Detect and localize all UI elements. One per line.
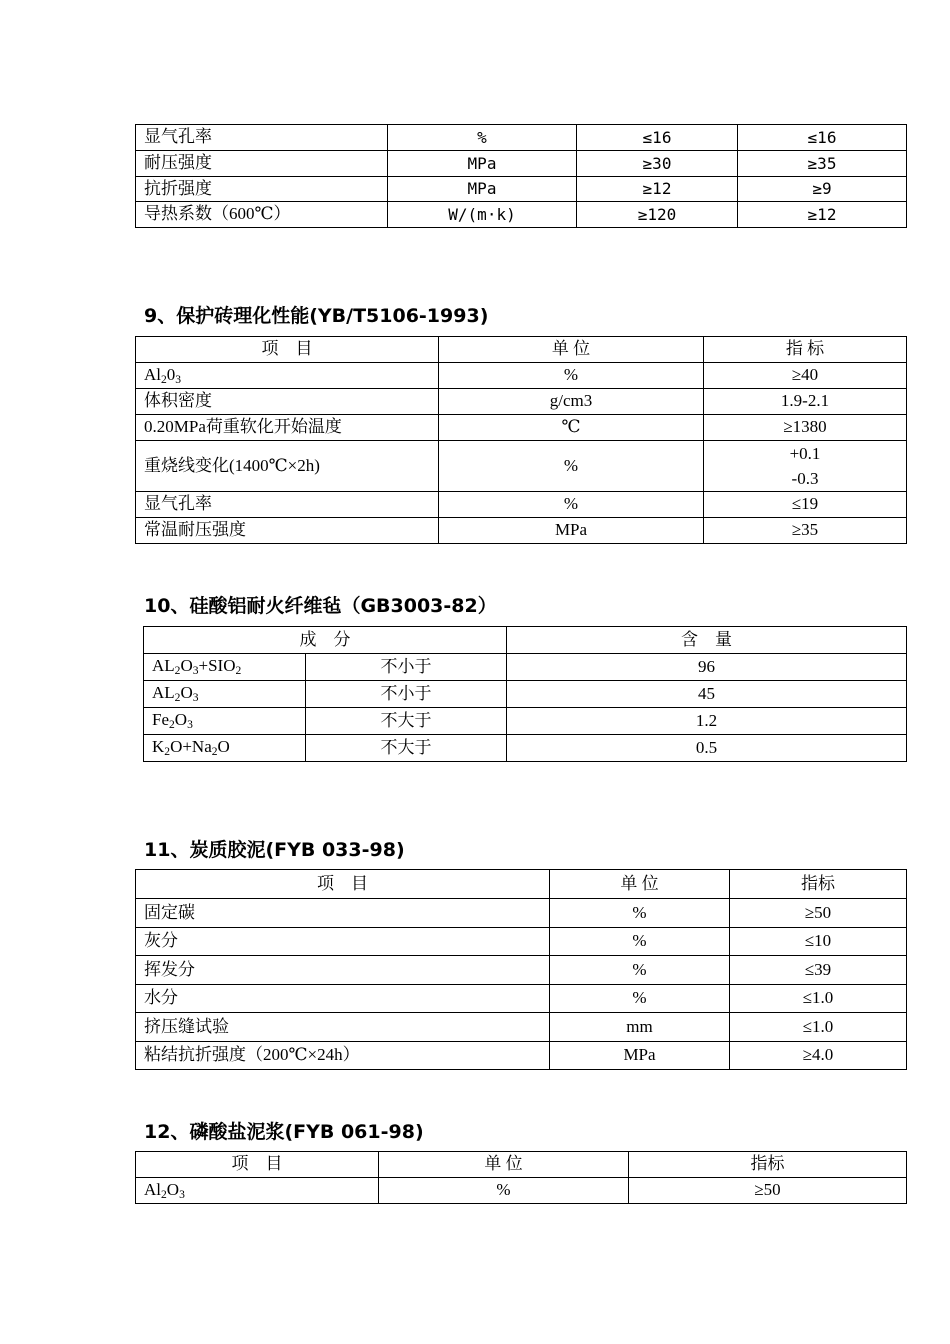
formula-subscript: 2 <box>161 1187 167 1201</box>
table-header-row <box>144 627 907 654</box>
header-unit: 单 位 <box>379 1152 629 1178</box>
cell-unit: % <box>550 956 730 985</box>
table-row <box>136 1178 907 1204</box>
header-content: 含 量 <box>507 627 907 654</box>
cell-value: 45 <box>507 681 907 708</box>
cell-value: ≤16 <box>738 125 907 151</box>
cell-item: 体积密度 <box>136 389 439 415</box>
cell-value: ≥35 <box>738 151 907 177</box>
cell-item: 耐压强度 <box>136 151 388 177</box>
cell-value: 96 <box>507 654 907 681</box>
table-row <box>136 441 907 492</box>
value-line: -0.3 <box>791 469 819 488</box>
cell-value: ≤19 <box>704 492 907 518</box>
table-row <box>136 899 907 928</box>
table-row <box>136 389 907 415</box>
cell-unit: W/(m·k) <box>388 202 577 228</box>
cell-item: 固定碳 <box>136 899 550 928</box>
table-row <box>136 928 907 956</box>
cell-value: ≥35 <box>704 518 907 544</box>
table-row <box>144 735 907 762</box>
formula-subscript: 2 <box>174 691 181 704</box>
cell-value: ≤1.0 <box>730 985 907 1013</box>
formula-part: O <box>217 737 230 757</box>
table-row <box>144 654 907 681</box>
formula-part: +SIO <box>198 656 236 676</box>
cell-value: ≥50 <box>730 899 907 928</box>
formula-subscript: 2 <box>174 664 181 677</box>
cell-item: 显气孔率 <box>136 492 439 518</box>
cell-item: 粘结抗折强度（200℃×24h） <box>136 1042 550 1070</box>
cell-component <box>144 735 306 762</box>
cell-item <box>136 1178 379 1204</box>
header-unit: 单 位 <box>550 870 730 899</box>
cell-unit: % <box>550 928 730 956</box>
cell-component <box>144 654 306 681</box>
cell-value: ≥4.0 <box>730 1042 907 1070</box>
cell-value: 0.5 <box>507 735 907 762</box>
formula-part: O <box>180 656 193 676</box>
cell-value: ≥120 <box>577 202 738 228</box>
cell-component <box>144 708 306 735</box>
cell-value: ≤39 <box>730 956 907 985</box>
formula-part: AL <box>152 683 175 703</box>
cell-value <box>704 441 907 492</box>
formula-subscript: 3 <box>192 691 199 704</box>
cell-unit: MPa <box>388 177 577 202</box>
formula-part: O+Na <box>170 737 212 757</box>
cell-value: ≥1380 <box>704 415 907 441</box>
formula-subscript: 2 <box>161 372 167 386</box>
cell-unit: % <box>550 985 730 1013</box>
cell-item: 挤压缝试验 <box>136 1013 550 1042</box>
table-header-row <box>136 337 907 363</box>
formula-part: K <box>152 737 165 757</box>
cell-unit: % <box>439 441 704 492</box>
cell-value: ≥30 <box>577 151 738 177</box>
cell-unit: % <box>439 492 704 518</box>
cell-item <box>136 363 439 389</box>
cell-item: 重烧线变化(1400℃×2h) <box>136 441 439 492</box>
cell-condition: 不大于 <box>306 735 507 762</box>
value-line: +0.1 <box>789 444 821 463</box>
formula-subscript: 3 <box>192 664 199 677</box>
table-row <box>144 681 907 708</box>
table-row <box>136 985 907 1013</box>
section-9-title: 9、保护砖理化性能(YB/T5106-1993) <box>144 305 489 327</box>
table-row <box>136 177 907 202</box>
cell-condition: 不小于 <box>306 681 507 708</box>
section-11-table <box>135 869 907 1070</box>
table-row <box>136 492 907 518</box>
section-10-title: 10、硅酸铝耐火纤维毡（GB3003-82） <box>144 595 497 617</box>
cell-unit: MPa <box>388 151 577 177</box>
formula-subscript: 2 <box>211 745 218 758</box>
section-12-title: 12、磷酸盐泥浆(FYB 061-98) <box>144 1121 424 1143</box>
formula-part: Al <box>144 1179 161 1199</box>
cell-value: 1.9-2.1 <box>704 389 907 415</box>
section-9-table <box>135 336 907 544</box>
cell-value: 1.2 <box>507 708 907 735</box>
table-row <box>136 363 907 389</box>
header-value: 指 标 <box>704 337 907 363</box>
header-component: 成 分 <box>144 627 507 654</box>
table-row <box>136 518 907 544</box>
formula-subscript: 2 <box>235 664 242 677</box>
formula-subscript: 2 <box>164 745 171 758</box>
cell-value: ≤16 <box>577 125 738 151</box>
cell-unit: % <box>379 1178 629 1204</box>
formula-subscript: 2 <box>169 718 175 731</box>
formula-part: O <box>180 683 193 703</box>
table-row <box>136 1013 907 1042</box>
header-item: 项 目 <box>136 1152 379 1178</box>
cell-condition: 不小于 <box>306 654 507 681</box>
header-unit: 单 位 <box>439 337 704 363</box>
table-row <box>136 151 907 177</box>
table-continued <box>135 124 907 228</box>
cell-component <box>144 681 306 708</box>
cell-item: 挥发分 <box>136 956 550 985</box>
cell-item: 0.20MPa荷重软化开始温度 <box>136 415 439 441</box>
cell-unit: g/cm3 <box>439 389 704 415</box>
section-10-table <box>143 626 907 762</box>
cell-unit: MPa <box>439 518 704 544</box>
header-item: 项 目 <box>136 337 439 363</box>
cell-unit: ℃ <box>439 415 704 441</box>
cell-value: ≤1.0 <box>730 1013 907 1042</box>
formula-part: Fe <box>152 710 169 730</box>
section-11-title: 11、炭质胶泥(FYB 033-98) <box>144 839 405 861</box>
table-row <box>144 708 907 735</box>
cell-item: 导热系数（600℃） <box>136 202 388 228</box>
cell-value: ≥9 <box>738 177 907 202</box>
cell-unit: % <box>550 899 730 928</box>
table-header-row <box>136 870 907 899</box>
formula-part: AL <box>152 656 175 676</box>
cell-item: 常温耐压强度 <box>136 518 439 544</box>
cell-value: ≥12 <box>738 202 907 228</box>
formula-part: O <box>174 710 188 730</box>
formula-subscript: 3 <box>179 1187 185 1201</box>
formula-subscript: 3 <box>175 372 182 386</box>
formula-part: 0 <box>166 364 176 384</box>
table-row <box>136 956 907 985</box>
formula-part: Al <box>144 364 161 384</box>
cell-value: ≥12 <box>577 177 738 202</box>
formula-part: O <box>166 1179 180 1199</box>
formula-subscript: 3 <box>187 718 193 731</box>
table-row <box>136 415 907 441</box>
cell-item: 水分 <box>136 985 550 1013</box>
cell-unit: % <box>388 125 577 151</box>
cell-unit: MPa <box>550 1042 730 1070</box>
cell-item: 显气孔率 <box>136 125 388 151</box>
header-value: 指标 <box>629 1152 907 1178</box>
table-row <box>136 1042 907 1070</box>
cell-item: 抗折强度 <box>136 177 388 202</box>
cell-unit: mm <box>550 1013 730 1042</box>
cell-value: ≤10 <box>730 928 907 956</box>
table-row <box>136 202 907 228</box>
header-item: 项 目 <box>136 870 550 899</box>
cell-value: ≥40 <box>704 363 907 389</box>
header-value: 指标 <box>730 870 907 899</box>
table-header-row <box>136 1152 907 1178</box>
cell-unit: % <box>439 363 704 389</box>
cell-condition: 不大于 <box>306 708 507 735</box>
table-row <box>136 125 907 151</box>
cell-item: 灰分 <box>136 928 550 956</box>
section-12-table <box>135 1151 907 1204</box>
cell-value: ≥50 <box>629 1178 907 1204</box>
